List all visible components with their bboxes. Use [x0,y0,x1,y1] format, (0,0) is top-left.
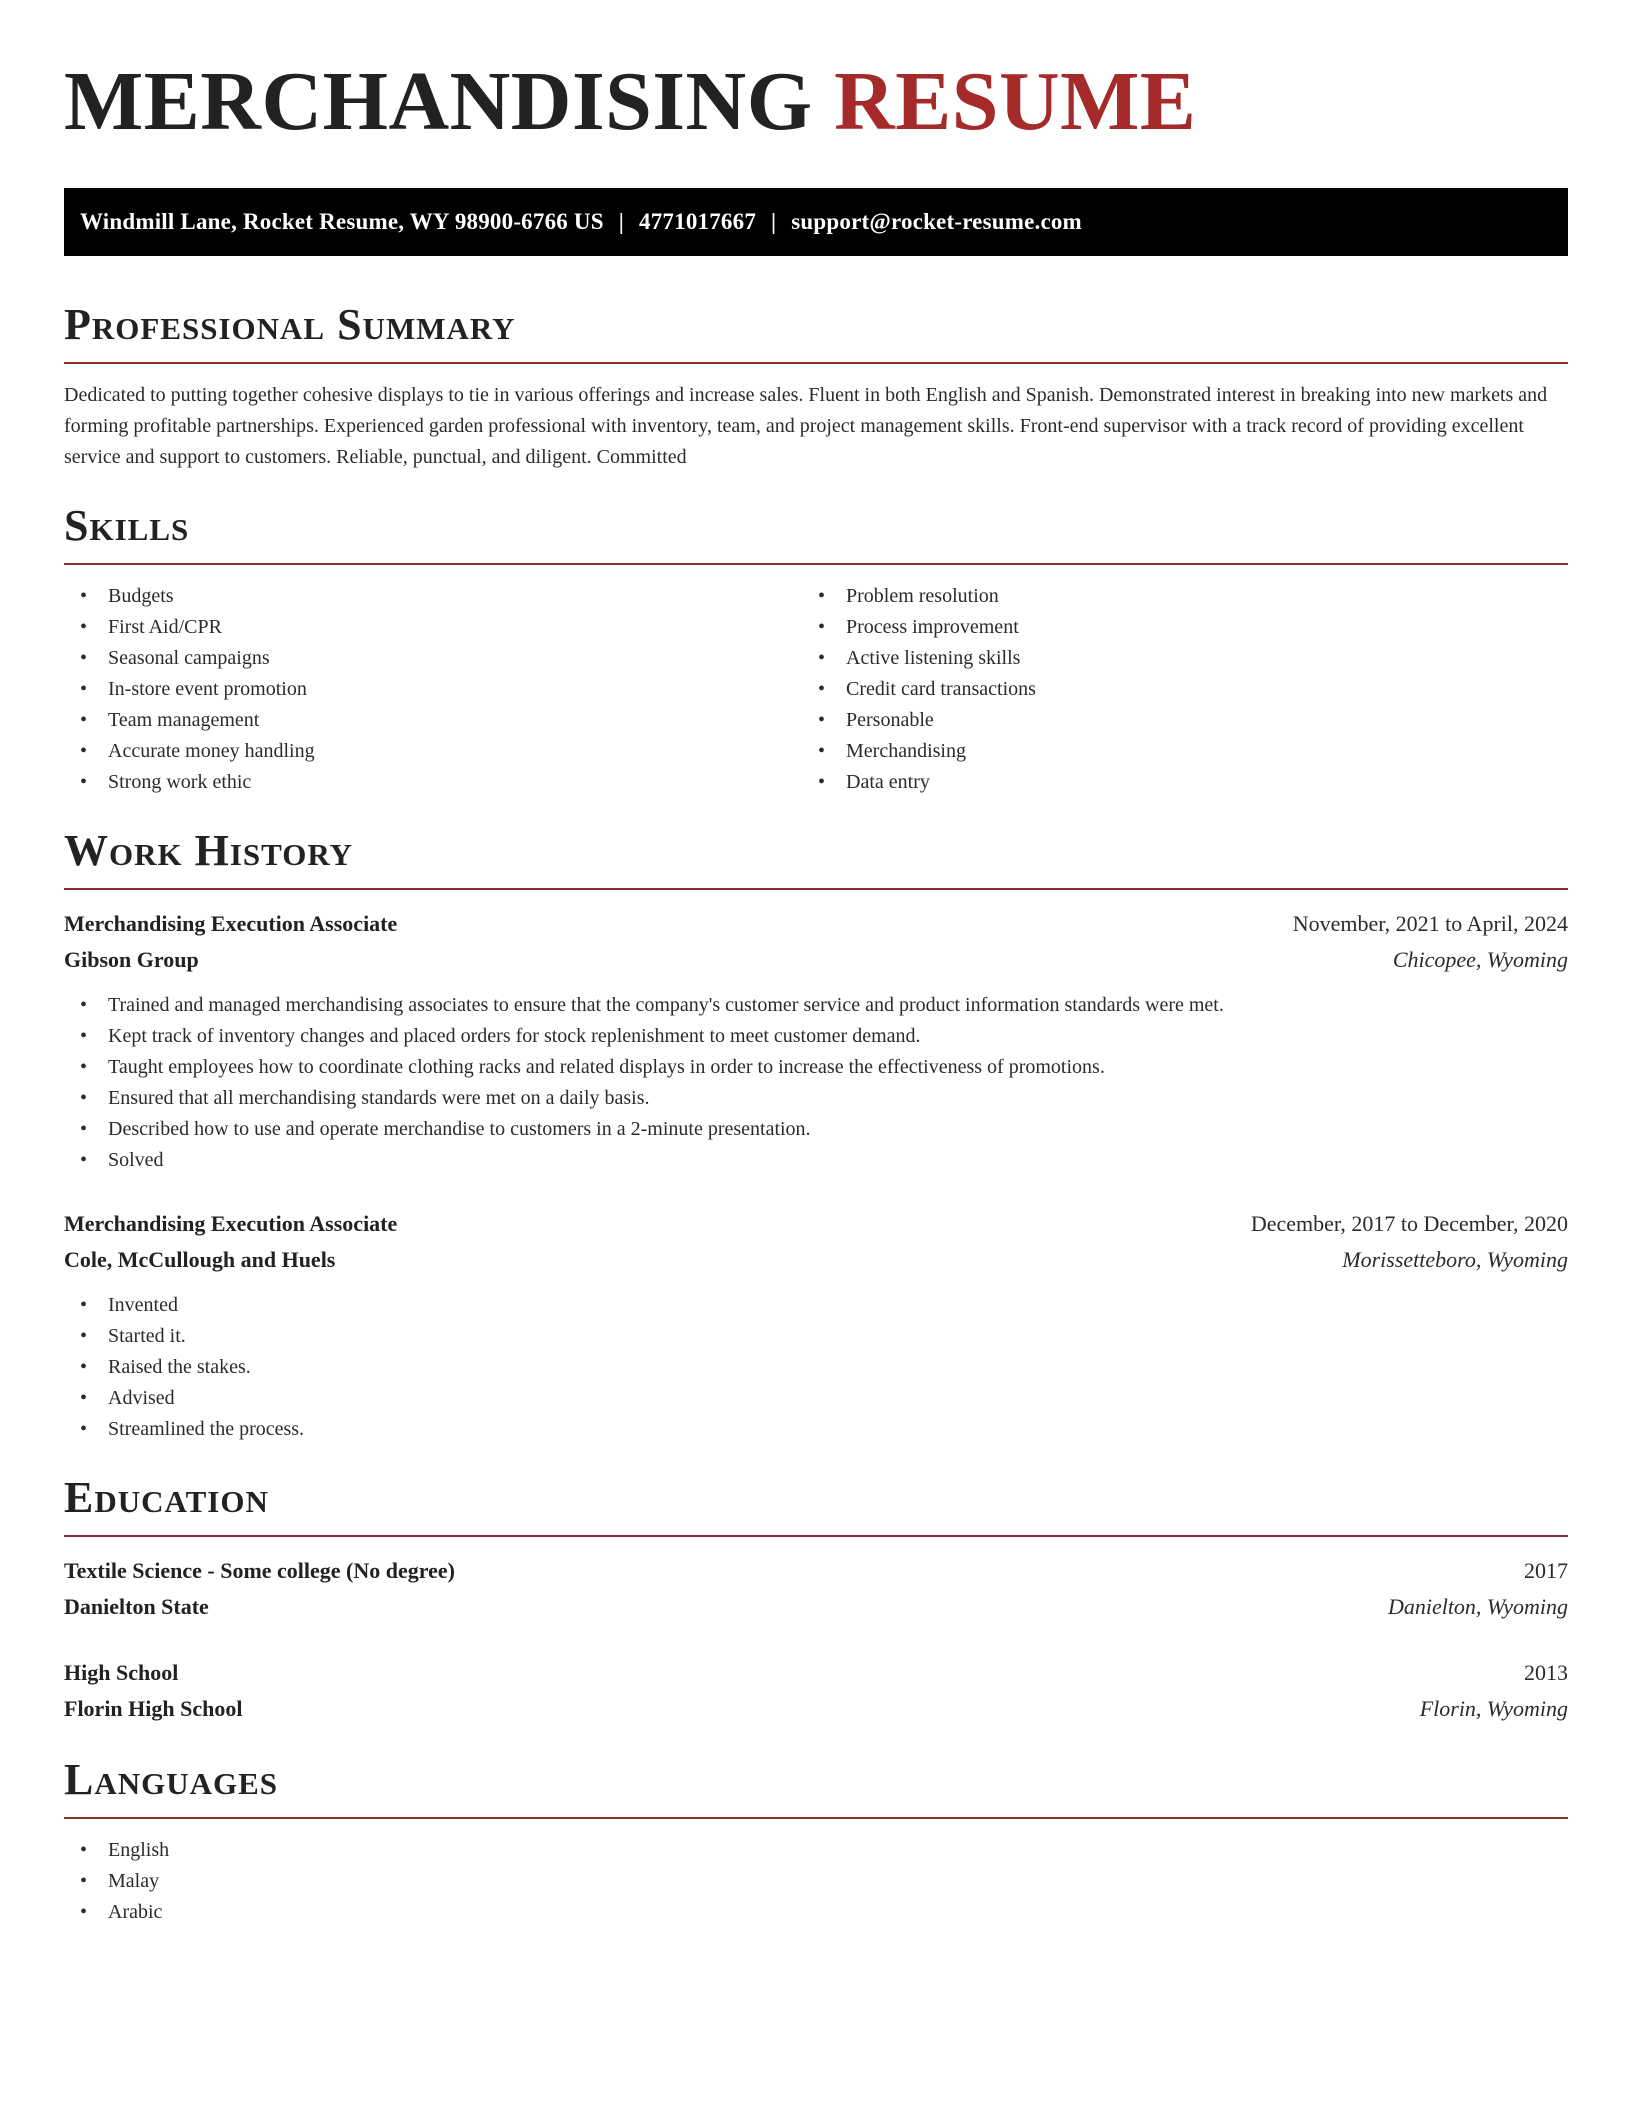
skills-list-left [64,581,802,798]
job-company-row [64,942,1568,978]
education-degree: High School [64,1660,179,1685]
education-heading: Education [64,1473,269,1522]
education-location: Florin, Wyoming [1419,1696,1568,1721]
job-bullet: • Solved [64,1145,1568,1176]
job-bullet: • Ensured that all merchandising standards were met on a daily basis. [64,1083,1568,1114]
work-history-section [64,826,1568,1445]
skill-item: • Credit card transactions [802,674,1568,705]
education-location: Danielton, Wyoming [1387,1594,1568,1619]
contact-phone[interactable]: 4771017667 [639,209,757,234]
job-bullet: • Advised [64,1383,1568,1414]
job-entry [64,1206,1568,1445]
languages-section [64,1755,1568,1928]
contact-separator: | [618,209,625,234]
contact-email[interactable]: support@rocket-resume.com [791,209,1082,234]
job-bullet: • Trained and managed merchandising associates to ensure that the company's customer service and product information standards were met. [64,990,1568,1021]
section-divider [64,1817,1568,1819]
education-year: 2013 [1524,1660,1568,1685]
skill-item: • Active listening skills [802,643,1568,674]
skill-item: • In-store event promotion [64,674,802,705]
job-company-row [64,1242,1568,1278]
skills-list-right [802,581,1568,798]
education-degree: Textile Science - Some college (No degree) [64,1558,455,1583]
language-item: • Arabic [64,1897,1568,1928]
job-bullet: • Taught employees how to coordinate clothing racks and related displays in order to increase the effectiveness of promotions. [64,1052,1568,1083]
job-bullet: • Raised the stakes. [64,1352,1568,1383]
education-header-row [64,1553,1568,1589]
job-header-row [64,906,1568,942]
education-section [64,1473,1568,1727]
job-title: Merchandising Execution Associate [64,911,398,936]
skills-section [64,501,1568,798]
job-bullets [64,1290,1568,1445]
contact-bar [64,188,1568,256]
education-entry [64,1553,1568,1625]
languages-heading: Languages [64,1755,279,1804]
education-entry [64,1655,1568,1727]
title-accent: RESUME [834,55,1197,148]
education-year: 2017 [1524,1558,1568,1583]
summary-text: Dedicated to putting together cohesive displays to tie in various offerings and increase sales. Fluent in both English and Spanish. Demonstrated interest in breaking into new markets and forming profitable partnerships. Experienced garden professional with inventory, team, and project management skills. Front-end supervisor with a track record of providing excellent service and support to customers. Reliable, punctual, and diligent. Committed [64,384,1548,468]
work-history-heading: Work History [64,826,354,875]
summary-heading: Professional Summary [64,300,516,349]
job-bullet: • Described how to use and operate merchandise to customers in a 2-minute presentation. [64,1114,1568,1145]
languages-list [64,1835,1568,1928]
job-header-row [64,1206,1568,1242]
summary-section [64,300,1568,473]
section-divider [64,1535,1568,1537]
skill-item: • Merchandising [802,736,1568,767]
job-entry [64,906,1568,1176]
title-main: MERCHANDISING [64,55,813,148]
education-school: Danielton State [64,1594,209,1619]
skills-heading: Skills [64,501,190,550]
skill-item: • Budgets [64,581,802,612]
job-bullet: • Streamlined the process. [64,1414,1568,1445]
job-bullets [64,990,1568,1176]
language-item: • Malay [64,1866,1568,1897]
skill-item: • Accurate money handling [64,736,802,767]
job-bullet: • Invented [64,1290,1568,1321]
section-divider [64,563,1568,565]
skill-item: • Team management [64,705,802,736]
language-item: • English [64,1835,1568,1866]
skill-item: • First Aid/CPR [64,612,802,643]
skill-item: • Data entry [802,767,1568,798]
education-header-row [64,1655,1568,1691]
job-bullet: • Started it. [64,1321,1568,1352]
section-divider [64,362,1568,364]
skill-item: • Seasonal campaigns [64,643,802,674]
skill-item: • Process improvement [802,612,1568,643]
contact-address: Windmill Lane, Rocket Resume, WY 98900-6766 US [80,209,604,234]
job-location: Morissetteboro, Wyoming [1342,1247,1568,1272]
education-school-row [64,1589,1568,1625]
job-title: Merchandising Execution Associate [64,1211,398,1236]
job-dates: November, 2021 to April, 2024 [1292,911,1568,936]
skill-item: • Problem resolution [802,581,1568,612]
job-company: Cole, McCullough and Huels [64,1247,336,1272]
section-divider [64,888,1568,890]
education-school: Florin High School [64,1696,243,1721]
contact-separator: | [771,209,777,234]
job-bullet: • Kept track of inventory changes and placed orders for stock replenishment to meet customer demand. [64,1021,1568,1052]
skill-item: • Personable [802,705,1568,736]
education-school-row [64,1691,1568,1727]
job-dates: December, 2017 to December, 2020 [1250,1211,1568,1236]
skill-item: • Strong work ethic [64,767,802,798]
job-location: Chicopee, Wyoming [1392,947,1568,972]
job-company: Gibson Group [64,947,199,972]
resume-title [64,56,1568,148]
skills-grid [64,581,1568,798]
